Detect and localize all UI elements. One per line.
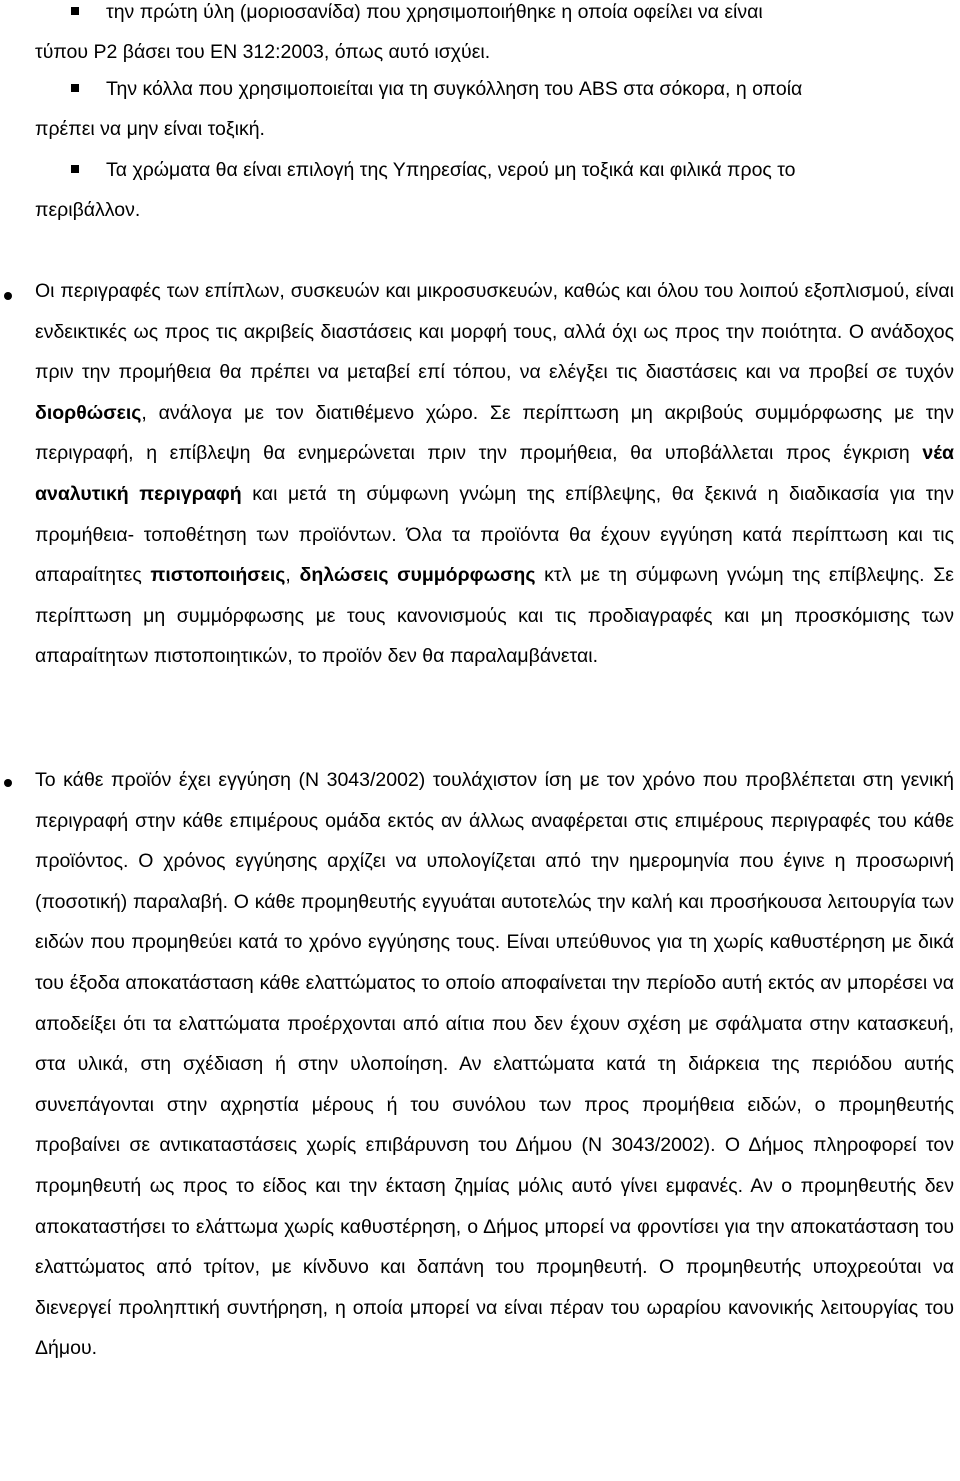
paragraph-text (35, 271, 954, 677)
list-item-text: Την κόλλα που χρησιμοποιείται για τη συγκόλληση του ABS στα σόκορα, η οποία (106, 78, 803, 100)
paragraph-segment: , ανάλογα με τον διατιθέμενο χώρο. Σε περίπτωση μη ακριβούς συμμόρφωσης με την περιγραφή, η επίβλεψη θα ενημερώνεται πριν την προμήθεια, θα υποβάλλεται προς έγκριση (35, 401, 954, 465)
square-bullet-icon (71, 165, 79, 173)
paragraph-segment: και μετά τη σύμφωνη γνώμη της επίβλεψης, θα ξεκινά η διαδικασία για την προμήθεια- τοποθέτηση των προϊόντων. Όλα τα προϊόντα θα έχουν εγγύηση κατά περίπτωση και τις απαραίτητες (35, 482, 955, 587)
round-bullet-icon (4, 779, 12, 787)
paragraph-segment: Οι περιγραφές των επίπλων, συσκευών και μικροσυσκευών, καθώς και όλου του λοιπού εξοπλισμού, είναι ενδεικτικές ως προς τις ακριβείς διαστάσεις και μορφή τους, αλλά όχι ως προς την ποιότητα. Ο ανάδοχος πριν την προμήθεια θα πρέπει να μεταβεί επί τόπου, να ελέγξει τις διαστάσεις και να προβεί σε τυχόν (35, 280, 954, 384)
list-item-continuation: περιβάλλον. (35, 199, 141, 221)
square-bullet-icon (71, 7, 79, 15)
paragraph-text: Το κάθε προϊόν έχει εγγύηση (Ν 3043/2002) τουλάχιστον ίση με τον χρόνο που προβλέπεται στη γενική περιγραφή στην κάθε επιμέρους ομάδα εκτός αν άλλως αναφέρεται στις επιμέρους περιγραφές του κάθε προϊόντος. Ο χρόνος εγγύησης αρχίζει να υπολογίζεται από την ημερομηνία που έγινε η προσωρινή (ποσοτική) παραλαβή. Ο κάθε προμηθευτής εγγυάται αυτοτελώς την καλή και προσήκουσα λειτουργία των ειδών που προμηθεύει κατά το χρόνο εγγύησης τους. Είναι υπεύθυνος για τη χωρίς καθυστέρηση με δικά του έξοδα αποκατάσταση κάθε ελαττώματος το οποίο αποφαίνεται την περίοδο αυτή εκτός αν μπορέσει να αποδείξει ότι τα ελαττώματα προέρχονται από αίτια που δεν έχουν σχέση με σφάλματα στην κατασκευή, στα υλικά, στη σχέδιαση ή στην υλοποίηση. Αν ελαττώματα κατά τη διάρκεια της περιόδου αυτής συνεπάγονται στην αχρηστία μέρους ή του συνόλου των προς προμήθεια ειδών, ο προμηθευτής προβαίνει σε αντικαταστάσεις χωρίς επιβάρυνση του Δήμου (Ν 3043/2002). Ο Δήμος πληροφορεί τον προμηθευτή ως προς το είδος και την έκταση ζημίας μόλις αυτό γίνει εμφανές. Αν ο προμηθευτής δεν αποκαταστήσει το ελάττωμα χωρίς καθυστέρηση, ο Δήμος μπορεί να φροντίσει για την αποκατάσταση του ελαττώματος από τρίτον, με κίνδυνο και δαπάνη του προμηθευτή. Ο προμηθευτής υποχρεούται να διενεργεί προληπτική συντήρηση, η οποία μπορεί να είναι πέραν του ωραρίου κανονικής λειτουργίας του Δήμου. (35, 769, 954, 1360)
paragraph-segment: κτλ με τη σύμφωνη γνώμη της επίβλεψης. Σε περίπτωση μη συμμόρφωσης με τους κανονισμούς και τις προδιαγραφές και μη προσκόμισης των απαραίτητων πιστοποιητικών, το προϊόν δεν θα παραλαμβάνεται. (35, 564, 954, 668)
list-item-text: την πρώτη ύλη (μοριοσανίδα) που χρησιμοποιήθηκε η οποία οφείλει να είναι (106, 1, 763, 23)
paragraph-specifications (0, 271, 960, 677)
bold-term: πιστοποιήσεις (150, 564, 286, 587)
list-item-continuation: πρέπει να μην είναι τοξική. (35, 118, 265, 140)
bold-term: διορθώσεις (35, 401, 142, 424)
paragraph-segment: , (285, 564, 300, 587)
bold-term: νέα αναλυτική περιγραφή (35, 442, 954, 505)
paragraph-warranty (0, 760, 960, 1369)
list-item-text: Τα χρώματα θα είναι επιλογή της Υπηρεσίας, νερού μη τοξικά και φιλικά προς το (106, 159, 796, 181)
list-item (0, 69, 952, 149)
list-item-continuation: τύπου P2 βάσει του EN 312:2003, όπως αυτό ισχύει. (35, 41, 491, 63)
round-bullet-icon (4, 292, 12, 300)
bold-term: δηλώσεις συμμόρφωσης (299, 564, 536, 587)
list-item (0, 150, 952, 230)
list-item (0, 0, 952, 72)
square-bullet-icon (71, 84, 79, 92)
